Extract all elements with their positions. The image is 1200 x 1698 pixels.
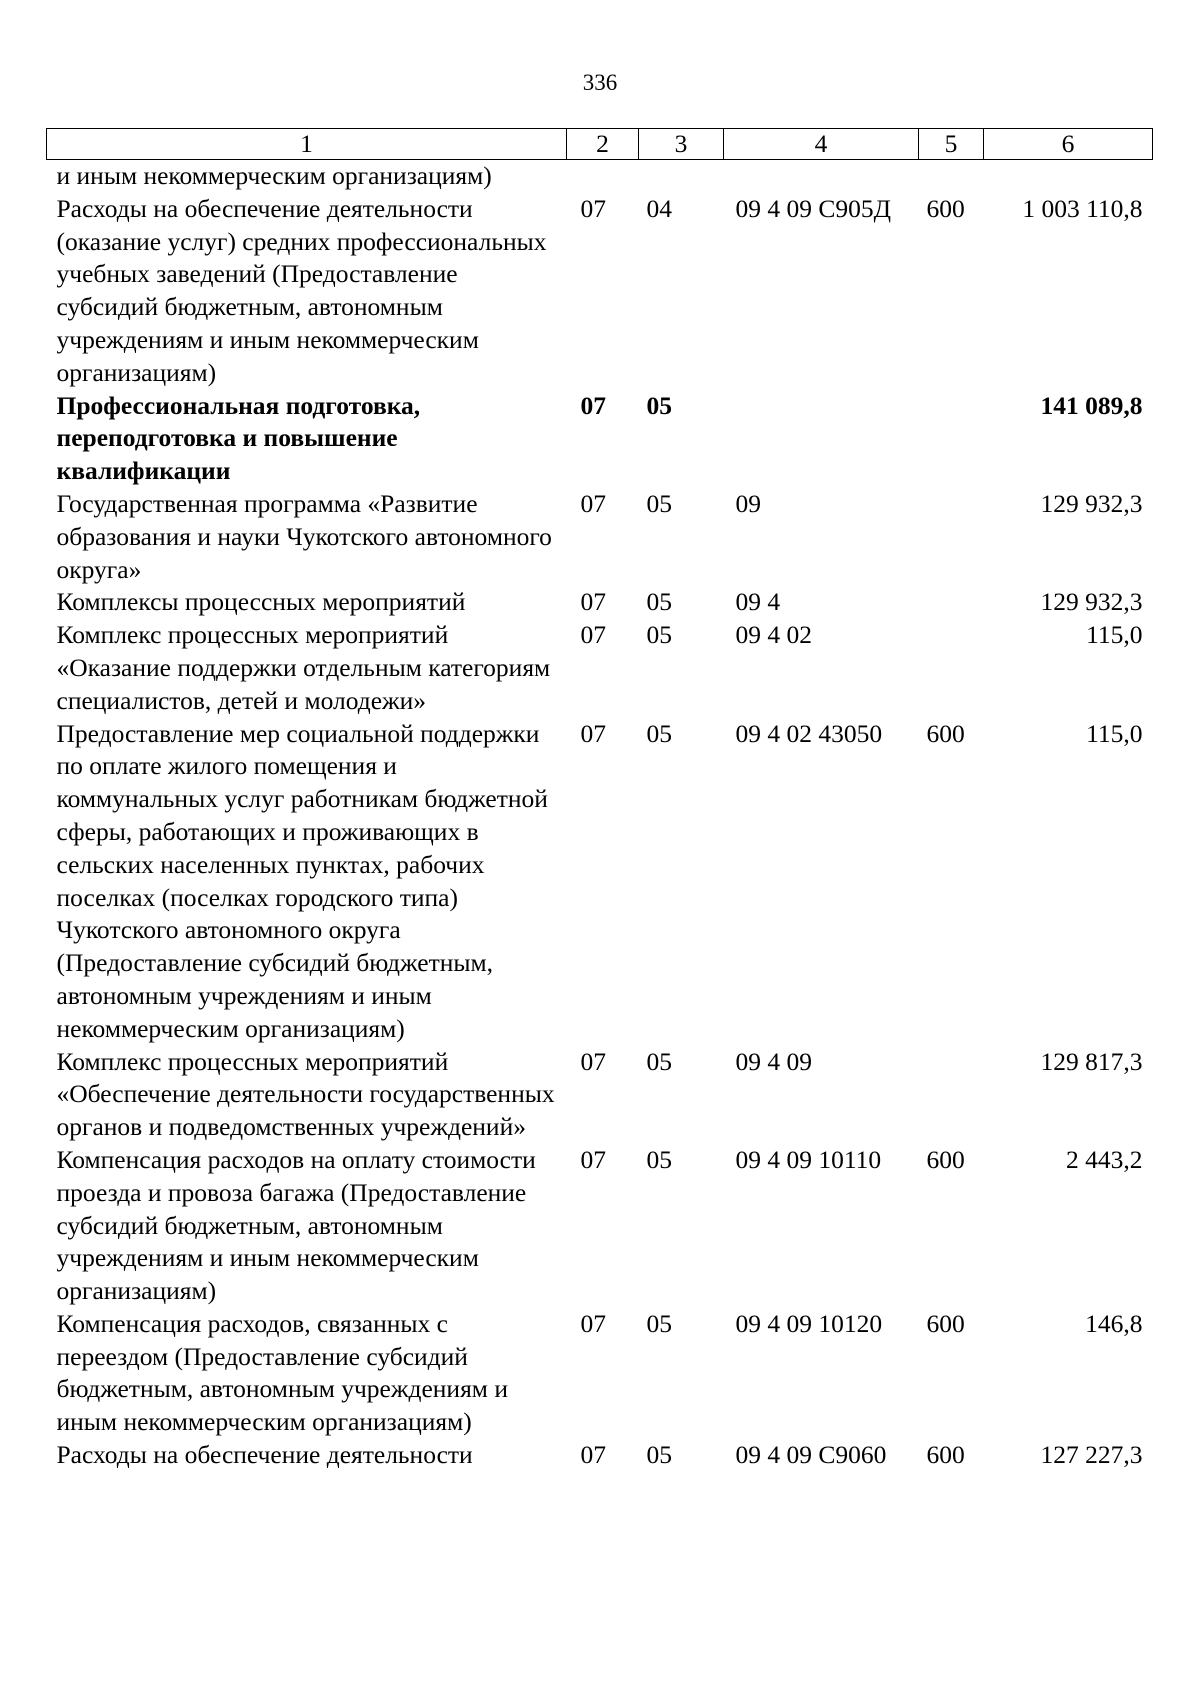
row-name-cell: Компенсация расходов на оплату стоимости проезда и провоза багажа (Предоставление субсидий бюджетным, автономным учреждениям и иным некоммерческим организациям) <box>56 1144 536 1306</box>
row-target-article-cell: 09 4 <box>735 587 781 617</box>
row-subsection-cell: 05 <box>646 718 672 748</box>
row-expense-type-cell: 600 <box>926 1144 965 1174</box>
table-row <box>47 488 1153 586</box>
row-target-article-cell: 09 4 09 <box>735 1046 812 1076</box>
row-section-cell: 07 <box>580 488 606 518</box>
row-name-cell: Комплекс процессных мероприятий «Оказание поддержки отдельным категориям специалистов, детей и молодежи» <box>56 620 551 715</box>
row-expense-type-cell <box>919 619 984 717</box>
column-header-5: 5 <box>919 129 984 160</box>
column-header-4: 4 <box>724 129 919 160</box>
row-name-cell: и иным некоммерческим организациям) <box>56 161 492 190</box>
row-target-article-cell: 09 4 02 <box>735 620 812 650</box>
table-row <box>47 619 1153 717</box>
row-section-cell: 07 <box>580 587 606 617</box>
row-section-cell: 07 <box>580 1144 606 1174</box>
row-target-article-cell: 09 4 09 С905Д <box>735 193 892 223</box>
row-section-cell: 07 <box>580 620 606 650</box>
row-amount-cell: 146,8 <box>1085 1308 1143 1338</box>
row-section-cell: 07 <box>580 390 606 420</box>
table-row <box>47 390 1153 488</box>
row-subsection-cell: 05 <box>646 390 672 420</box>
table-row <box>47 1308 1153 1439</box>
row-expense-type-cell: 600 <box>926 193 965 223</box>
row-section-cell: 07 <box>580 193 606 223</box>
table-row <box>47 193 1153 390</box>
row-name-cell: Компенсация расходов, связанных с переездом (Предоставление субсидий бюджетным, автономным учреждениям и иным некоммерческим организациям) <box>56 1308 508 1437</box>
row-amount-cell <box>984 160 1153 193</box>
row-expense-type-cell: 600 <box>926 1440 965 1470</box>
row-subsection-cell: 05 <box>646 1308 672 1338</box>
row-section-cell: 07 <box>580 1046 606 1076</box>
row-amount-cell: 2 443,2 <box>1066 1144 1143 1174</box>
row-name-cell: Расходы на обеспечение деятельности (оказание услуг) средних профессиональных учебных заведений (Предоставление субсидий бюджетным, автономным учреждениям и иным некоммерческим организациям) <box>56 193 547 387</box>
row-subsection-cell <box>639 160 724 193</box>
row-name-cell: Расходы на обеспечение деятельности <box>56 1440 473 1470</box>
row-expense-type-cell <box>919 160 984 193</box>
column-header-6: 6 <box>984 129 1153 160</box>
row-name-cell: Комплекс процессных мероприятий «Обеспечение деятельности государственных органов и подведомственных учреждений» <box>56 1046 555 1142</box>
row-amount-cell: 129 932,3 <box>1040 587 1143 617</box>
table-row <box>47 586 1153 619</box>
row-subsection-cell: 04 <box>646 193 672 223</box>
row-name-cell: Предоставление мер социальной поддержки по оплате жилого помещения и коммунальных услуг работникам бюджетной сферы, работающих и проживающих в сельских населенных пунктах, рабочих поселках (поселках городского типа) Чукотского автономного округа (Предоставление субсидий бюджетным, автономным учреждениям и иным некоммерческим организациям) <box>56 718 548 1043</box>
row-expense-type-cell <box>919 586 984 619</box>
header-row <box>47 129 1153 160</box>
column-header-3: 3 <box>639 129 724 160</box>
row-subsection-cell: 05 <box>646 620 672 650</box>
table-row <box>47 1144 1153 1308</box>
row-name-cell: Профессиональная подготовка, переподготовка и повышение квалификации <box>56 390 421 486</box>
row-target-article-cell: 09 4 09 С9060 <box>735 1440 887 1470</box>
row-target-article-cell: 09 4 02 43050 <box>735 718 883 748</box>
row-amount-cell: 1 003 110,8 <box>1022 193 1143 223</box>
page-number: 336 <box>582 70 618 95</box>
row-subsection-cell: 05 <box>646 1046 672 1076</box>
row-section-cell <box>567 160 639 193</box>
row-expense-type-cell <box>919 488 984 586</box>
column-header-2: 2 <box>567 129 639 160</box>
row-subsection-cell: 05 <box>646 587 672 617</box>
row-expense-type-cell <box>919 1046 984 1144</box>
row-subsection-cell: 05 <box>646 1144 672 1174</box>
row-amount-cell: 129 817,3 <box>1040 1046 1143 1076</box>
table-header <box>47 129 1153 160</box>
row-target-article-cell <box>724 160 919 193</box>
table-row <box>47 1439 1153 1472</box>
row-amount-cell: 115,0 <box>1086 620 1143 650</box>
row-subsection-cell: 05 <box>646 1440 672 1470</box>
row-name-cell: Комплексы процессных мероприятий <box>56 587 466 617</box>
row-section-cell: 07 <box>580 1440 606 1470</box>
row-expense-type-cell: 600 <box>926 718 965 748</box>
row-target-article-cell: 09 <box>735 488 761 518</box>
row-section-cell: 07 <box>580 1308 606 1338</box>
row-name-cell: Государственная программа «Развитие образования и науки Чукотского автономного округа» <box>56 488 552 584</box>
row-target-article-cell: 09 4 09 10120 <box>735 1308 883 1338</box>
row-amount-cell: 129 932,3 <box>1040 488 1143 518</box>
column-header-1: 1 <box>47 129 567 160</box>
budget-table <box>46 128 1153 1472</box>
row-target-article-cell <box>724 390 919 488</box>
row-amount-cell: 127 227,3 <box>1040 1440 1143 1470</box>
table-body <box>47 160 1153 1472</box>
row-expense-type-cell: 600 <box>926 1308 965 1338</box>
row-subsection-cell: 05 <box>646 488 672 518</box>
row-amount-cell: 115,0 <box>1086 718 1143 748</box>
row-expense-type-cell <box>919 390 984 488</box>
row-section-cell: 07 <box>580 718 606 748</box>
table-row <box>47 718 1153 1046</box>
row-target-article-cell: 09 4 09 10110 <box>735 1144 882 1174</box>
row-amount-cell: 141 089,8 <box>1040 390 1143 420</box>
table-row <box>47 160 1153 193</box>
table-row <box>47 1046 1153 1144</box>
